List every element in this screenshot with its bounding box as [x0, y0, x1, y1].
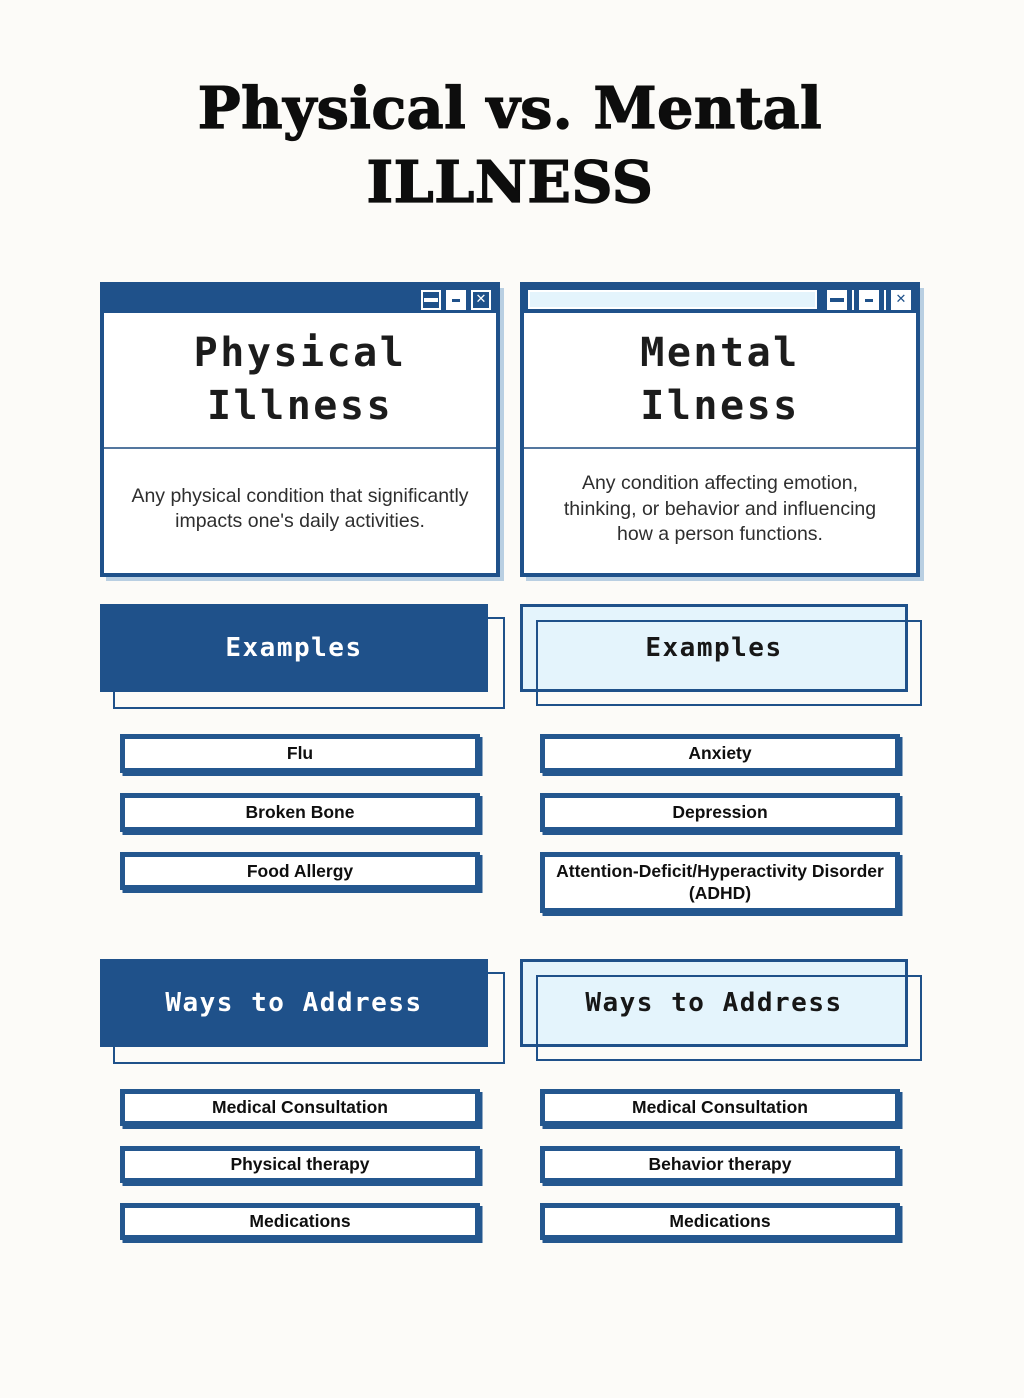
- close-icon[interactable]: ✕: [891, 290, 911, 310]
- ways-header-mental: Ways to Address: [520, 959, 908, 1047]
- way-item: Medical Consultation: [120, 1089, 480, 1126]
- examples-header-physical: Examples: [100, 604, 488, 692]
- window-heading-line1: Mental: [640, 330, 800, 376]
- examples-list-physical: [120, 734, 480, 932]
- column-mental: [520, 282, 920, 1239]
- comparison-grid: [100, 282, 920, 1239]
- titlebar-separator: [884, 290, 886, 310]
- ways-header-physical: Ways to Address: [100, 959, 488, 1047]
- way-item: Physical therapy: [120, 1146, 480, 1183]
- window-titlebar: [524, 286, 916, 313]
- example-item: Attention-Deficit/Hyperactivity Disorder (ADHD): [540, 852, 900, 914]
- page-title-line1: Physical vs. Mental: [197, 75, 823, 142]
- example-item: Depression: [540, 793, 900, 832]
- window-description: Any condition affecting emotion, thinking, or behavior and influencing how a person functions.: [524, 447, 916, 573]
- way-item: Behavior therapy: [540, 1146, 900, 1183]
- window-heading: [524, 313, 916, 447]
- titlebar-separator: [852, 290, 854, 310]
- example-item: Broken Bone: [120, 793, 480, 832]
- poster-page: [0, 72, 1024, 1398]
- close-icon[interactable]: ✕: [471, 290, 491, 310]
- maximize-icon[interactable]: [446, 290, 466, 310]
- window-description: Any physical condition that significantly impacts one's daily activities.: [104, 447, 496, 573]
- example-item: Anxiety: [540, 734, 900, 773]
- ways-list-mental: [540, 1089, 900, 1239]
- window-heading: [104, 313, 496, 447]
- window-heading-line2: Illness: [206, 383, 394, 430]
- example-item: Food Allergy: [120, 852, 480, 891]
- ways-list-physical: [120, 1089, 480, 1239]
- way-item: Medications: [120, 1203, 480, 1240]
- window-titlebar: [104, 286, 496, 313]
- examples-list-mental: [540, 734, 900, 932]
- way-item: Medical Consultation: [540, 1089, 900, 1126]
- page-title: [100, 72, 920, 220]
- minimize-icon[interactable]: [421, 290, 441, 310]
- minimize-icon[interactable]: [827, 290, 847, 310]
- way-item: Medications: [540, 1203, 900, 1240]
- page-title-line2: ILLNESS: [366, 149, 654, 217]
- window-heading-line1: Physical: [193, 330, 407, 376]
- examples-header-mental: Examples: [520, 604, 908, 692]
- window-heading-line2: Ilness: [640, 383, 800, 430]
- window-mental-illness: [520, 282, 920, 577]
- window-physical-illness: [100, 282, 500, 577]
- maximize-icon[interactable]: [859, 290, 879, 310]
- titlebar-field: [528, 290, 817, 309]
- column-physical: [100, 282, 500, 1239]
- example-item: Flu: [120, 734, 480, 773]
